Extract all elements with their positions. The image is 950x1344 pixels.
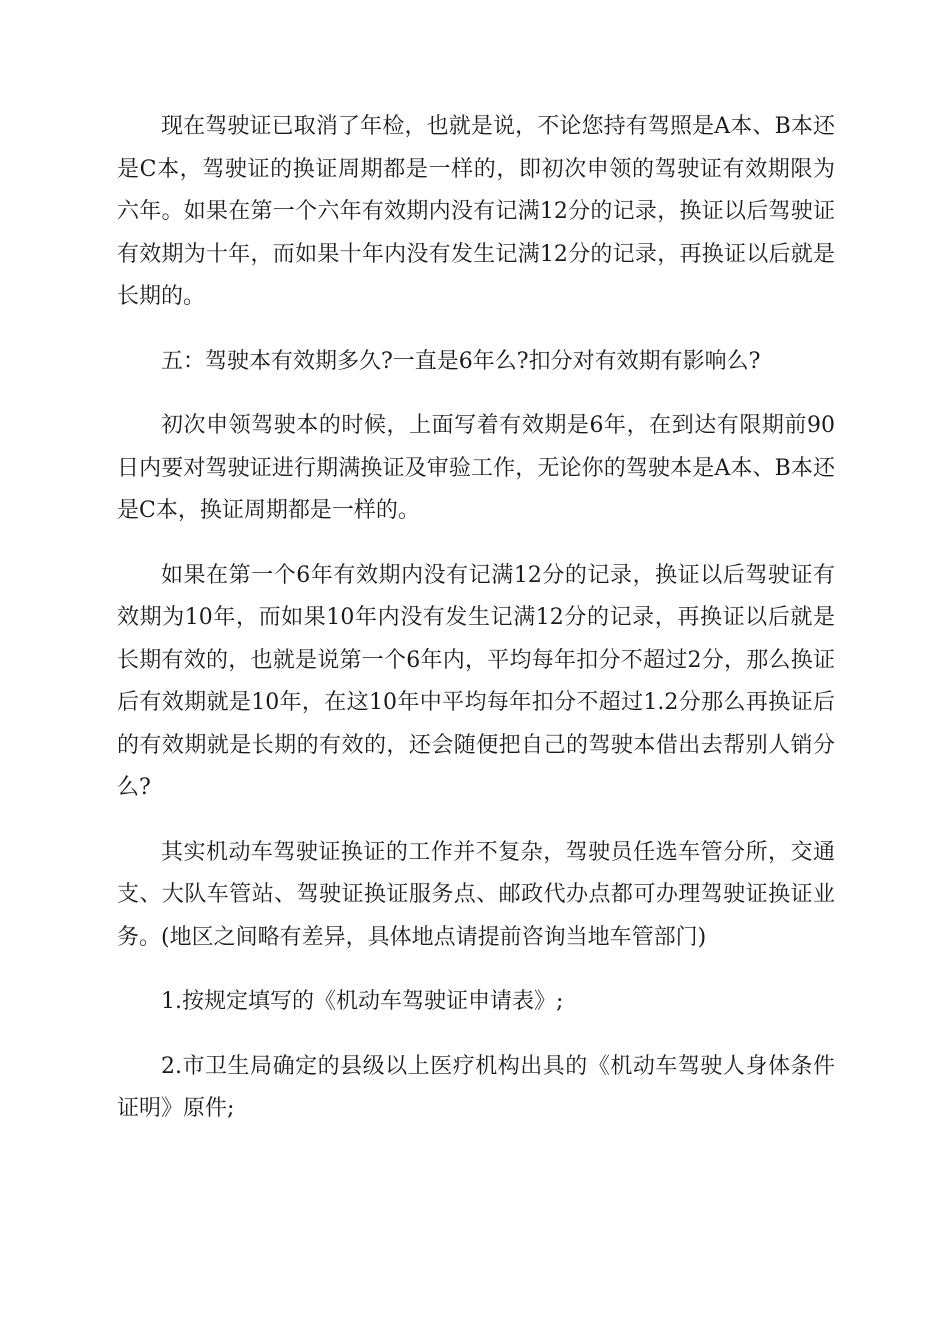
paragraph-where-to-renew: 其实机动车驾驶证换证的工作并不复杂，驾驶员任选车管分所，交通支、大队车管站、驾驶证换证服务点、邮政代办点都可办理驾驶证换证业务。(地区之间略有差异，具体地点请提前咨询当地车管部门) bbox=[117, 839, 835, 950]
list-item-health-certificate: 2.市卫生局确定的县级以上医疗机构出具的《机动车驾驶人身体条件证明》原件; bbox=[117, 1053, 835, 1121]
paragraph-initial-validity: 初次申领驾驶本的时候，上面写着有效期是6年，在到达有限期前90日内要对驾驶证进行期满换证及审验工作，无论你的驾驶本是A本、B本还是C本，换证周期都是一样的。 bbox=[117, 413, 835, 523]
paragraph-renewal-cycle: 现在驾驶证已取消了年检，也就是说，不论您持有驾照是A本、B本还是C本，驾驶证的换证周期都是一样的，即初次申领的驾驶证有效期限为六年。如果在第一个六年有效期内没有记满12分的记录，换证以后驾驶证有效期为十年，而如果十年内没有发生记满12分的记录，再换证以后就是长期的。 bbox=[117, 114, 835, 309]
document-body bbox=[117, 106, 835, 1131]
paragraph-question-five: 五：驾驶本有效期多久?一直是6年么?扣分对有效期有影响么? bbox=[161, 348, 761, 374]
paragraph-points-effect: 如果在第一个6年有效期内没有记满12分的记录，换证以后驾驶证有效期为10年，而如果10年内没有发生记满12分的记录，再换证以后就是长期有效的，也就是说第一个6年内，平均每年扣分不超过2分，那么换证后有效期就是10年，在这10年中平均每年扣分不超过1.2分那么再换证后的有效期就是长期的有效的，还会随便把自己的驾驶本借出去帮别人销分么? bbox=[117, 562, 835, 800]
list-item-application-form: 1.按规定填写的《机动车驾驶证申请表》; bbox=[161, 989, 564, 1014]
